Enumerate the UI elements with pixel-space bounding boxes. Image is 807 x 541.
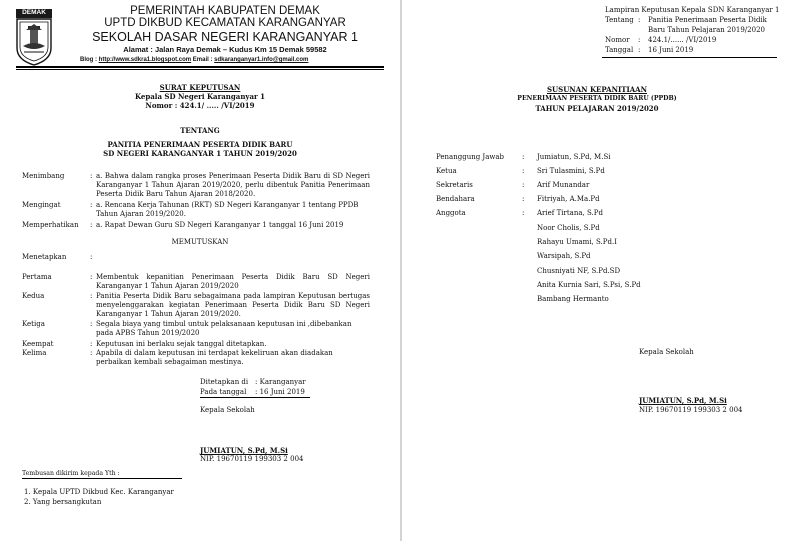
committee-subtitle: PENERIMAAN PESERTA DIDIK BARU (PPDB): [517, 95, 677, 102]
header-contact: [80, 56, 308, 64]
committee-sep: :: [522, 167, 525, 175]
tentang-line2: SD NEGERI KARANGANYAR 1 TAHUN 2019/2020: [103, 149, 297, 158]
clause-text-menimbang: a. Bahwa dalam rangka proses Penerimaan Peserta Didik Baru di SD Negeri Karanganyar 1 Tahun Ajaran 2019/2020, perlu dibentuk Panitia Penerimaan Peserta Didik Baru Tahun Ajaran 2018/2020.: [96, 172, 370, 198]
attachment-tanggal-value: 16 Juni 2019: [648, 46, 694, 54]
committee-name: Arif Munandar: [537, 181, 590, 189]
decision-text-kedua: Panitia Peserta Didik Baru sebagaimana pada lampiran Keputusan bertugas menyelenggarakan kegiatan Penerimaan Peserta Didik Baru SD Negeri Karanganyar 1 Tahun Ajaran 2019/2020.: [96, 292, 370, 318]
tanggal-label: Pada tanggal: [200, 388, 247, 396]
clause-sep: :: [90, 273, 93, 281]
attachment-heading: Lampiran Keputusan Kepala SDN Karanganyar 1: [605, 6, 780, 14]
email-label: Email :: [192, 57, 213, 63]
ditetapkan-value: : Karanganyar: [255, 378, 306, 386]
signature-name: JUMIATUN, S.Pd, M.Si: [200, 446, 288, 455]
decision-text-kelima: Apabila di dalam keputusan ini terdapat kekeliruan akan diadakan perbaikan kembali sebagaiman mestinya.: [96, 349, 333, 366]
committee-name: Arief Tirtana, S.Pd: [537, 209, 603, 217]
header-uptd: UPTD DIKBUD KECAMATAN KARANGANYAR: [104, 17, 346, 29]
member-name: Anita Kurnia Sari, S.Psi, S.Pd: [537, 281, 641, 289]
tentang-line1: PANITIA PENERIMAAN PESERTA DIDIK BARU: [107, 140, 293, 149]
blog-label: Blog :: [80, 57, 97, 63]
committee-name: Sri Tulasmini, S.Pd: [537, 167, 605, 175]
member-name: Noor Cholis, S.Pd: [537, 224, 600, 232]
committee-role: Anggota: [436, 209, 466, 217]
attachment-sep: :: [638, 36, 641, 44]
cc-title: Tembusan dikirim kepada Yth :: [22, 470, 120, 477]
attachment-tentang-line2: Baru Tahun Pelajaran 2019/2020: [648, 26, 765, 34]
committee-sep: :: [522, 181, 525, 189]
committee-title: SUSUNAN KEPANITIAAN: [546, 85, 647, 94]
cc-item: 2. Yang bersangkutan: [24, 498, 102, 506]
attachment-page: [402, 0, 807, 541]
date-underline: [200, 397, 310, 398]
committee-role: Sekretaris: [436, 181, 473, 189]
clause-text-mengingat: a. Rencana Kerja Tahunan (RKT) SD Negeri Karanganyar 1 tentang PPDB Tahun Ajaran 2019/2020.: [96, 201, 359, 218]
signature-nip: NIP. 19670119 199303 2 004: [639, 406, 743, 414]
clause-sep: :: [90, 253, 93, 261]
attachment-nomor-label: Nomor: [605, 36, 630, 44]
attachment-tanggal-label: Tanggal: [605, 46, 634, 54]
tanggal-value: : 16 Juni 2019: [255, 388, 305, 396]
clause-label-memperhatikan: Memperhatikan: [22, 221, 79, 229]
attachment-sep: :: [638, 16, 641, 24]
decision-label-pertama: Pertama: [22, 273, 52, 281]
attachment-sep: :: [638, 46, 641, 54]
cc-item: 1. Kepala UPTD Dikbud Kec. Karanganyar: [24, 488, 174, 496]
decree-issuer: Kepala SD Negeri Karanganyar 1: [134, 92, 266, 101]
decision-label-kelima: Kelima: [22, 349, 47, 357]
cc-rule: [22, 478, 182, 479]
committee-name: Jumiatun, S.Pd, M.Si: [537, 153, 611, 161]
decree-title: SURAT KEPUTUSAN: [159, 83, 241, 92]
header-school-name: SEKOLAH DASAR NEGERI KARANGANYAR 1: [92, 30, 358, 44]
decision-label-keempat: Keempat: [22, 340, 54, 348]
decree-page: [0, 0, 400, 541]
menetapkan-label: Menetapkan: [22, 253, 67, 261]
blog-link[interactable]: http://www.sdkra1.blogspot.com: [98, 57, 192, 63]
ditetapkan-label: Ditetapkan di: [200, 378, 249, 386]
committee-role: Ketua: [436, 167, 457, 175]
clause-sep: :: [90, 221, 93, 229]
header-government: PEMERINTAH KABUPATEN DEMAK: [130, 5, 320, 17]
member-name: Rahayu Umami, S.Pd.I: [537, 238, 617, 246]
decision-text-ketiga: Segala biaya yang timbul untuk pelaksanaan keputusan ini ,dibebankan pada APBS Tahun 2019/2020: [96, 320, 352, 337]
member-name: Chusniyati NF, S.Pd.SD: [537, 267, 621, 275]
clause-sep: :: [90, 292, 93, 300]
attachment-tentang-label: Tentang: [605, 16, 634, 24]
member-name: Bambang Hermanto: [537, 295, 609, 303]
clause-sep: :: [90, 201, 93, 209]
committee-name: Fitriyah, A.Ma.Pd: [537, 195, 600, 203]
letterhead-rule-thick: [16, 66, 384, 68]
attachment-nomor-value: 424.1/...... /VI/2019: [648, 36, 717, 44]
committee-sep: :: [522, 195, 525, 203]
signature-position: Kepala Sekolah: [639, 348, 694, 356]
memutuskan-heading: MEMUTUSKAN: [171, 238, 229, 246]
committee-role: Penanggung Jawab: [436, 153, 505, 161]
committee-year: TAHUN PELAJARAN 2019/2020: [535, 104, 659, 113]
committee-role: Bendahara: [436, 195, 475, 203]
clause-sep: :: [90, 349, 93, 357]
decision-label-kedua: Kedua: [22, 292, 45, 300]
attachment-rule: [602, 57, 777, 58]
signature-name: JUMIATUN, S.Pd, M.Si: [639, 396, 727, 405]
clause-sep: :: [90, 340, 93, 348]
tentang-label: TENTANG: [180, 126, 220, 135]
decision-label-ketiga: Ketiga: [22, 320, 45, 328]
clause-label-menimbang: Menimbang: [22, 172, 65, 180]
decision-text-pertama: Membentuk kepanitian Penerimaan Peserta Didik Baru SD Negeri Karanganyar 1 Tahun Ajaran 2019/2020: [96, 273, 370, 290]
signature-nip: NIP. 19670119 199303 2 004: [200, 455, 304, 463]
email-link[interactable]: sdkaranganyar1.info@gmail.com: [214, 57, 309, 63]
signature-position: Kepala Sekolah: [200, 406, 255, 414]
clause-text-memperhatikan: a. Rapat Dewan Guru SD Negeri Karanganyar 1 tanggal 16 Juni 2019: [96, 221, 344, 229]
committee-sep: :: [522, 153, 525, 161]
committee-sep: :: [522, 209, 525, 217]
header-address: Alamat : Jalan Raya Demak – Kudus Km 15 Demak 59582: [123, 45, 327, 54]
clause-sep: :: [90, 172, 93, 180]
member-name: Warsipah, S.Pd: [537, 252, 591, 260]
clause-label-mengingat: Mengingat: [22, 201, 61, 209]
logo-label: DEMAK: [22, 9, 46, 16]
attachment-tentang-line1: Panitia Penerimaan Peserta Didik: [648, 16, 767, 24]
letterhead-rule-thin: [16, 69, 384, 70]
decree-number: Nomor : 424.1/ ..... /VI/2019: [145, 101, 255, 110]
clause-sep: :: [90, 320, 93, 328]
decision-text-keempat: Keputusan ini berlaku sejak tanggal ditetapkan.: [96, 340, 267, 348]
